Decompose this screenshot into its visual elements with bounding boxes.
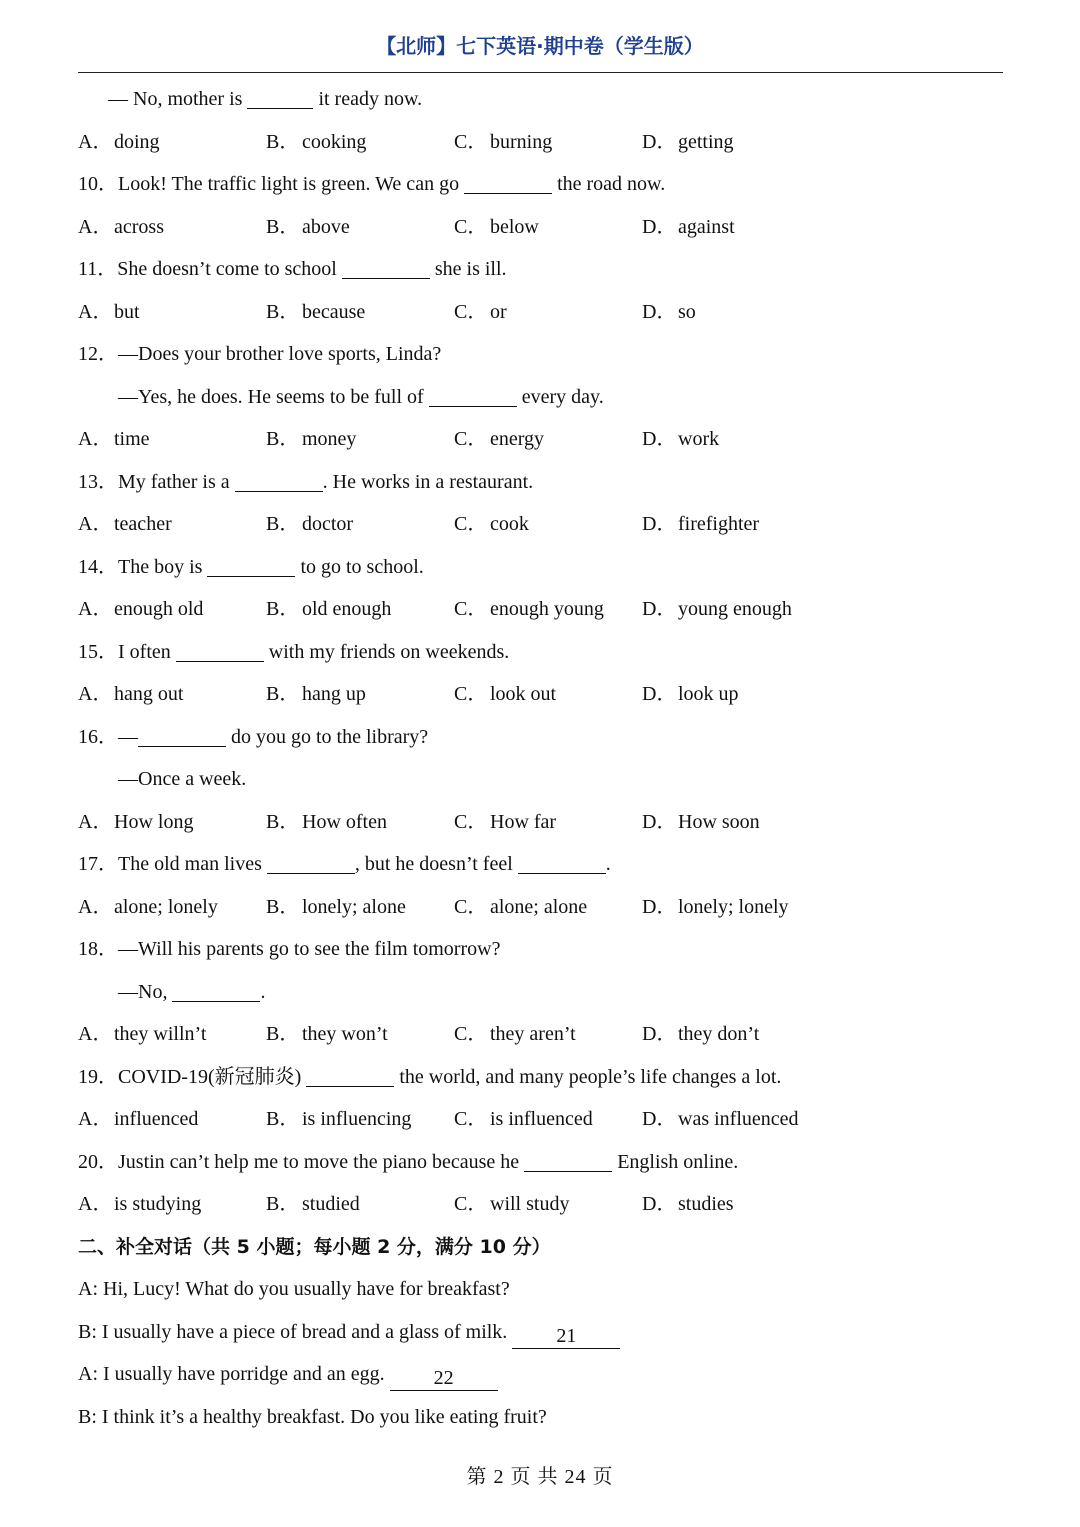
answer-blank bbox=[267, 849, 355, 874]
question-text: The old man lives bbox=[118, 853, 267, 875]
option-b: B． money bbox=[266, 428, 357, 450]
question-text: she is ill. bbox=[429, 258, 507, 280]
option-b: B． because bbox=[266, 300, 366, 323]
option-c: C． look out bbox=[454, 683, 557, 705]
option-d: D．getting bbox=[642, 130, 734, 153]
option-a: A．is studying bbox=[78, 1193, 202, 1215]
question-number: 17． bbox=[78, 853, 118, 875]
question-9-line bbox=[78, 78, 1003, 121]
question-10 bbox=[78, 163, 1003, 206]
question-14-options bbox=[78, 588, 1003, 631]
question-text: to go to school. bbox=[295, 555, 424, 578]
question-text: . He works in a restaurant. bbox=[322, 470, 534, 493]
option-c: C． burning bbox=[454, 130, 553, 153]
option-b: B． studied bbox=[266, 1193, 360, 1215]
question-text: Justin can’t help me to move the piano because he bbox=[118, 1150, 525, 1173]
question-number: 20． bbox=[78, 1150, 118, 1173]
option-c: C． energy bbox=[454, 428, 545, 450]
option-d: D．so bbox=[642, 300, 696, 323]
numbered-blank: 22 bbox=[390, 1366, 498, 1391]
question-number: 14． bbox=[78, 555, 118, 578]
question-text: The boy is bbox=[118, 555, 208, 578]
dialog-text: A: I usually have porridge and an egg. bbox=[78, 1363, 390, 1385]
question-number: 18． bbox=[78, 938, 118, 960]
question-text: —Once a week. bbox=[118, 768, 247, 790]
question-text: . bbox=[605, 853, 611, 875]
option-b: B． is influencing bbox=[266, 1108, 412, 1130]
dialog-line bbox=[78, 1353, 1003, 1396]
dialog-line: B: I think it’s a healthy breakfast. Do you like eating fruit? bbox=[78, 1405, 547, 1428]
question-text: with my friends on weekends. bbox=[263, 640, 510, 663]
answer-blank bbox=[524, 1147, 612, 1172]
question-19 bbox=[78, 1056, 1003, 1099]
question-13 bbox=[78, 461, 1003, 504]
question-13-options bbox=[78, 503, 1003, 546]
question-10-options bbox=[78, 206, 1003, 249]
question-12 bbox=[78, 333, 1003, 376]
question-text: My father is a bbox=[118, 470, 235, 493]
question-number: 13． bbox=[78, 470, 118, 493]
dialog-line bbox=[78, 1311, 1003, 1354]
option-a: A．hang out bbox=[78, 683, 184, 705]
option-a: A．How long bbox=[78, 810, 194, 833]
option-b: B． lonely; alone bbox=[266, 895, 406, 918]
question-text: , but he doesn’t feel bbox=[354, 853, 518, 875]
option-d: D．look up bbox=[642, 683, 739, 705]
answer-blank bbox=[429, 382, 517, 407]
answer-blank bbox=[207, 552, 295, 577]
option-a: A．but bbox=[78, 300, 140, 323]
question-14 bbox=[78, 546, 1003, 589]
numbered-blank: 21 bbox=[512, 1324, 620, 1349]
option-d: D．lonely; lonely bbox=[642, 895, 789, 918]
answer-blank bbox=[247, 84, 313, 109]
question-11-options bbox=[78, 291, 1003, 334]
answer-blank bbox=[235, 467, 323, 492]
question-number: 15． bbox=[78, 640, 118, 663]
header-divider bbox=[78, 72, 1003, 73]
option-a: A．influenced bbox=[78, 1108, 199, 1130]
section-heading: 二、补全对话（共 5 小题；每小题 2 分，满分 10 分） bbox=[78, 1235, 551, 1258]
answer-blank bbox=[518, 849, 606, 874]
option-a: A．doing bbox=[78, 130, 160, 153]
question-18 bbox=[78, 928, 1003, 971]
question-text: — bbox=[118, 725, 138, 748]
page-header-title: 【北师】七下英语·期中卷（学生版） bbox=[376, 34, 704, 58]
option-c: C． cook bbox=[454, 513, 529, 535]
question-12-options bbox=[78, 418, 1003, 461]
question-text: the world, and many people’s life changes a lot. bbox=[394, 1065, 782, 1088]
question-number: 12． bbox=[78, 343, 118, 365]
question-16-line2 bbox=[78, 758, 1003, 801]
option-c: C． they aren’t bbox=[454, 1023, 576, 1045]
answer-blank bbox=[138, 722, 226, 747]
question-number: 10． bbox=[78, 173, 118, 195]
page-footer: 第 2 页 共 24 页 bbox=[466, 1466, 614, 1488]
question-list bbox=[78, 78, 1003, 1438]
question-17 bbox=[78, 843, 1003, 886]
option-d: D．firefighter bbox=[642, 513, 760, 535]
dialog-line: A: Hi, Lucy! What do you usually have for breakfast? bbox=[78, 1278, 510, 1300]
question-18-line2 bbox=[78, 971, 1003, 1014]
option-d: D．How soon bbox=[642, 810, 760, 833]
question-text: . bbox=[260, 980, 266, 1003]
option-a: A．enough old bbox=[78, 598, 204, 620]
question-19-options bbox=[78, 1098, 1003, 1141]
question-text: COVID-19(新冠肺炎) bbox=[118, 1065, 307, 1088]
option-c: C． enough young bbox=[454, 598, 604, 620]
option-d: D．work bbox=[642, 428, 720, 450]
question-text: do you go to the library? bbox=[226, 725, 429, 748]
option-d: D．studies bbox=[642, 1193, 734, 1215]
option-a: A．teacher bbox=[78, 513, 172, 535]
question-number: 11． bbox=[78, 258, 118, 280]
option-c: C． alone; alone bbox=[454, 895, 588, 918]
question-text: Look! The traffic light is green. We can go bbox=[118, 173, 465, 195]
option-c: C． is influenced bbox=[454, 1108, 593, 1130]
question-9-options bbox=[78, 121, 1003, 164]
option-c: C． will study bbox=[454, 1193, 570, 1215]
option-a: A．they willn’t bbox=[78, 1023, 207, 1045]
answer-blank bbox=[306, 1062, 394, 1087]
question-text: —No, bbox=[118, 980, 173, 1003]
option-b: B． doctor bbox=[266, 513, 354, 535]
question-number: 16． bbox=[78, 725, 118, 748]
question-20 bbox=[78, 1141, 1003, 1184]
question-text: English online. bbox=[612, 1150, 739, 1173]
question-text: — No, mother is bbox=[108, 88, 248, 110]
question-17-options bbox=[78, 886, 1003, 929]
question-20-options bbox=[78, 1183, 1003, 1226]
answer-blank bbox=[342, 254, 430, 279]
answer-blank bbox=[464, 169, 552, 194]
answer-blank bbox=[172, 977, 260, 1002]
question-16-options bbox=[78, 801, 1003, 844]
question-18-options bbox=[78, 1013, 1003, 1056]
question-text: —Will his parents go to see the film tomorrow? bbox=[118, 938, 501, 960]
dialog-text: B: I usually have a piece of bread and a glass of milk. bbox=[78, 1320, 513, 1343]
question-15 bbox=[78, 631, 1003, 674]
option-d: D．young enough bbox=[642, 598, 792, 620]
option-b: B． cooking bbox=[266, 130, 367, 153]
option-b: B． hang up bbox=[266, 683, 366, 705]
option-d: D．was influenced bbox=[642, 1108, 799, 1130]
option-b: B． How often bbox=[266, 810, 387, 833]
option-b: B． they won’t bbox=[266, 1023, 388, 1045]
question-16 bbox=[78, 716, 1003, 759]
question-text: She doesn’t come to school bbox=[117, 258, 342, 280]
question-number: 19． bbox=[78, 1065, 118, 1088]
option-c: C． How far bbox=[454, 810, 557, 833]
option-d: D．they don’t bbox=[642, 1023, 760, 1045]
option-a: A．alone; lonely bbox=[78, 895, 218, 918]
option-d: D．against bbox=[642, 215, 735, 238]
option-c: C． below bbox=[454, 215, 539, 238]
option-a: A．time bbox=[78, 428, 150, 450]
option-b: B． old enough bbox=[266, 598, 392, 620]
question-11 bbox=[78, 248, 1003, 291]
question-text: —Yes, he does. He seems to be full of bbox=[118, 385, 429, 408]
option-b: B． above bbox=[266, 215, 350, 238]
question-text: it ready now. bbox=[313, 88, 423, 110]
answer-blank bbox=[176, 637, 264, 662]
question-text: the road now. bbox=[552, 173, 666, 195]
question-text: I often bbox=[118, 640, 176, 663]
option-c: C． or bbox=[454, 300, 507, 323]
question-15-options bbox=[78, 673, 1003, 716]
question-text: —Does your brother love sports, Linda? bbox=[118, 343, 442, 365]
option-a: A．across bbox=[78, 215, 164, 238]
question-text: every day. bbox=[516, 385, 604, 408]
question-12-line2 bbox=[78, 376, 1003, 419]
